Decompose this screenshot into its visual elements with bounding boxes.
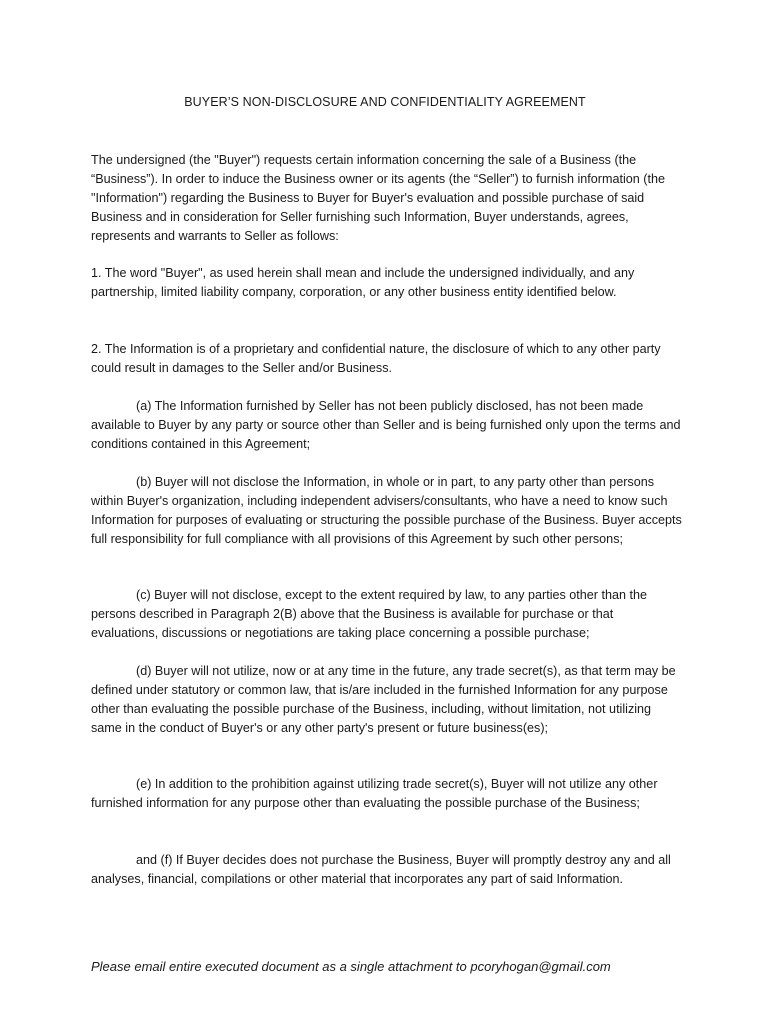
clause-2c-paragraph: (c) Buyer will not disclose, except to the extent required by law, to any parties other than the persons described in Paragraph 2(B) above that the Business is available for purchase or that evaluations, discussions or negotiations are taking place concerning a possible purchase; bbox=[91, 588, 648, 640]
clause-2b-paragraph: (b) Buyer will not disclose the Information, in whole or in part, to any party other than persons within Buyer's organization, including independent advisers/consultants, who have a need to know such Information for purposes of evaluating or structuring the possible purchase of the Business. Buyer accepts full responsibility for full compliance with all provisions of this Agreement by such other persons; bbox=[91, 475, 682, 546]
footer-instruction: Please email entire executed document as a single attachment to pcoryhogan@gmail.com bbox=[91, 959, 611, 974]
clause-2e-paragraph: (e) In addition to the prohibition against utilizing trade secret(s), Buyer will not utilize any other furnished information for any purpose other than evaluating the possible purchase of the Business; bbox=[91, 777, 658, 810]
clause-2d-paragraph: (d) Buyer will not utilize, now or at any time in the future, any trade secret(s), as that term may be defined under statutory or common law, that is/are included in the furnished Information for any purpose other than evaluating the possible purchase of the Business, including, without limitation, not utilizing same in the conduct of Buyer's or any other party's present or future business(es); bbox=[91, 664, 676, 735]
clause-1-paragraph: 1. The word "Buyer", as used herein shall mean and include the undersigned individually, and any partnership, limited liability company, corporation, or any other business entity identified below. bbox=[91, 266, 635, 299]
intro-paragraph: The undersigned (the "Buyer") requests certain information concerning the sale of a Business (the “Business”). In order to induce the Business owner or its agents (the “Seller”) to furnish information (the "Information") regarding the Business to Buyer for Buyer's evaluation and possible purchase of said Business and in consideration for Seller furnishing such Information, Buyer understands, agrees, represents and warrants to Seller as follows: bbox=[91, 153, 665, 243]
document-title: BUYER’S NON-DISCLOSURE AND CONFIDENTIALITY AGREEMENT bbox=[184, 95, 586, 109]
clause-2f-paragraph: and (f) If Buyer decides does not purchase the Business, Buyer will promptly destroy any and all analyses, financial, compilations or other material that incorporates any part of said Information. bbox=[91, 853, 671, 886]
clause-2a-paragraph: (a) The Information furnished by Seller has not been publicly disclosed, has not been made available to Buyer by any party or source other than Seller and is being furnished only upon the terms and conditions contained in this Agreement; bbox=[91, 399, 681, 451]
clause-2-paragraph: 2. The Information is of a proprietary and confidential nature, the disclosure of which to any other party could result in damages to the Seller and/or Business. bbox=[91, 342, 661, 375]
